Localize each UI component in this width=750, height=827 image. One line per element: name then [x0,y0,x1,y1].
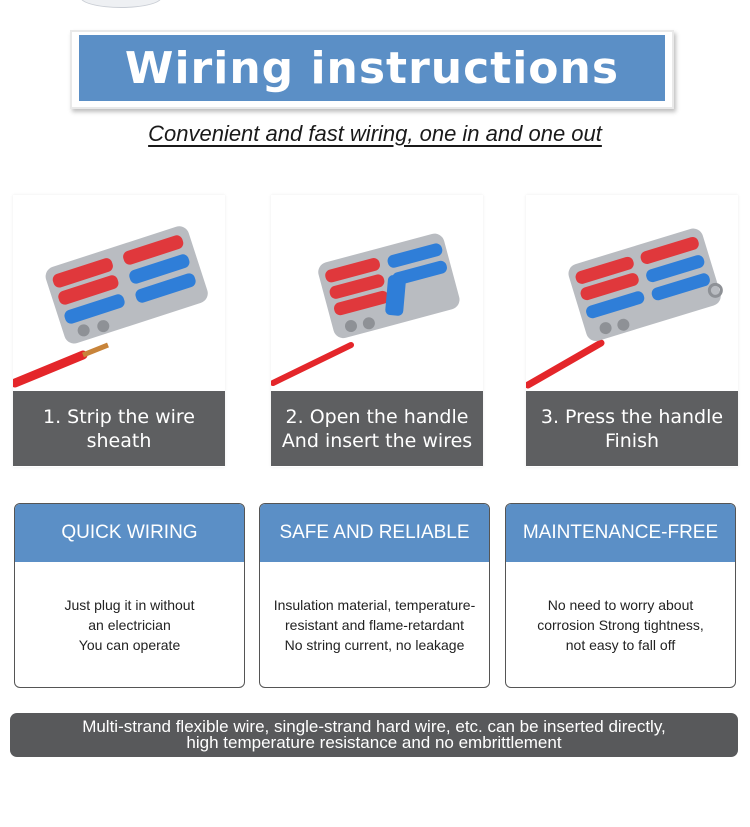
feature-text-2 [260,562,489,687]
step-card-1 [13,195,225,467]
footer-line-2: high temperature resistance and no embrittlement [186,733,562,752]
top-decoration [80,0,162,8]
title-banner [79,35,665,101]
step-label-3: 3. Press the handle Finish [540,405,724,452]
page-subtitle: Convenient and fast wiring, one in and one out [148,121,602,146]
feature-text-3 [506,562,735,687]
footer-line-1: Multi-strand flexible wire, single-strand hard wire, etc. can be inserted directly, [82,717,666,736]
page-title: Wiring instructions [124,42,620,94]
step-caption-2 [271,391,483,466]
feature-title-1: QUICK WIRING [15,504,244,562]
feature-description-1: Just plug it in without an electrician You can operate [64,596,195,653]
subtitle-row [0,121,750,147]
step-label-1: 1. Strip the wire sheath [43,405,195,452]
footer-banner [10,713,738,757]
feature-description-2: Insulation material, temperature- resistant and flame-retardant No string current, no leakage [273,596,476,653]
step-card-2 [271,195,483,467]
feature-card-quick-wiring [14,503,245,688]
step-card-3 [526,195,738,467]
feature-title-3: MAINTENANCE-FREE [506,504,735,562]
feature-text-1 [15,562,244,687]
feature-card-maintenance-free [505,503,736,688]
feature-title-2: SAFE AND RELIABLE [260,504,489,562]
connector-closed-image [526,195,738,391]
step-caption-1 [13,391,225,466]
step-label-2: 2. Open the handle And insert the wires [281,405,473,452]
connector-open-image [271,195,483,391]
feature-card-safe-reliable [259,503,490,688]
connector-strip-image [13,195,225,391]
step-caption-3 [526,391,738,466]
feature-description-3: No need to worry about corrosion Strong tightness, not easy to fall off [537,596,704,653]
